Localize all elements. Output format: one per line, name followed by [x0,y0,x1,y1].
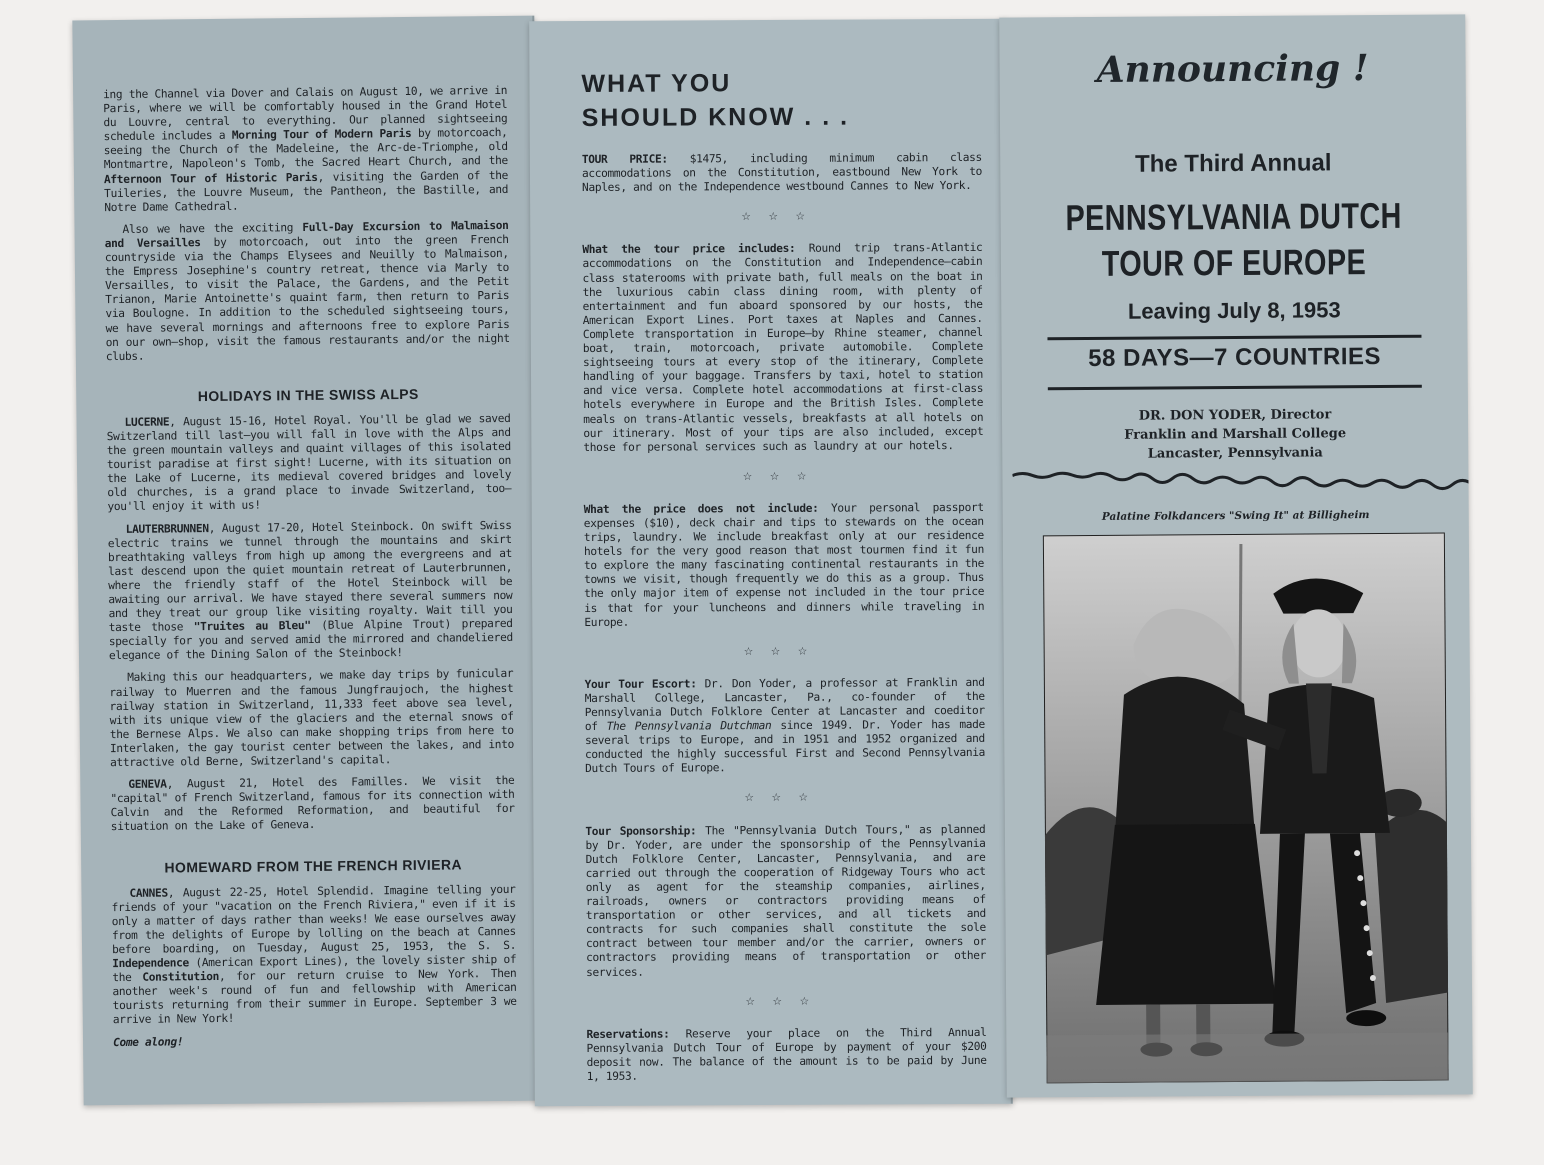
photo-caption: Palatine Folkdancers "Swing It" at Billigheim [1101,509,1370,523]
stars-divider: ☆☆☆ [743,640,826,659]
middle-panel-text [582,151,987,1084]
college-name: Franklin and Marshall College [1124,426,1347,443]
announcing-heading: Announcing ! [1096,47,1369,91]
what-you-should-know-title [581,66,849,135]
departure-date: Leaving July 8, 1953 [1127,297,1341,324]
middle-panel [529,19,1013,1106]
left-panel-text [103,84,517,1058]
days-countries: 58 DAYS—7 COUNTRIES [1088,342,1382,373]
third-annual: The Third Annual [1134,149,1332,178]
lucerne-paragraph: LUCERNE, August 15-16, Hotel Royal. You'll be glad we saved Switzerland till last—you will fall in love with the Alps and the green mountain valleys and quaint villages of this isolated tourist paradise at first sight! Lucerne, with its situation on the Lake of Lucerne, its medieval covered bridges and lovely old churches, is a grand place to invade Switzerland, too—you'll enjoy it with us! [106,411,512,514]
come-along: Come along! [112,1034,184,1049]
stars-divider: ☆☆☆ [744,787,826,806]
wavy-divider [1012,462,1472,495]
title-line-1: WHAT YOU [581,69,732,98]
director-name: DR. DON YODER, Director [1138,407,1332,424]
title-line-2: SHOULD KNOW . . . [581,102,850,132]
includes-paragraph: What the tour price includes: Round trip trans-Atlantic accommodations on the Constitution and Independence—cabin class staterooms with private bath, full meals on the boat in the luxurious cabin class dining room, with plenty of entertainment and fun aboard sponsored by our hosts, the American Export Lines. Port taxes at Naples and Cannes. Complete transportation in Europe—by Rhine steamer, channel boat, train, motorcoach, private automobile. Complete sightseeing tours at every stop of the itinerary, Complete handling of your baggage. Transfers by taxi, hotel to station and vice versa. Complete hotel accommodations at first-class hotels everywhere in Europe and the British Isles. Complete meals on trans-Atlantic vessels, breakfasts at all hotels on our itinerary. Most of your tips are also included, except those for personal services such as laundry at our hotels. [582,241,984,454]
left-panel [72,16,545,1106]
college-location: Lancaster, Pennsylvania [1147,445,1323,462]
tour-title-line-1: PENNSYLVANIA DUTCH [1065,194,1402,239]
cover-panel [999,14,1473,1097]
tour-price-paragraph: TOUR PRICE: $1475, including minimum cabin class accommodations on the Constitution, eastbound New York to Naples, and on the Independence westbound Cannes to New York. [581,150,982,195]
swiss-heading: HOLIDAYS IN THE SWISS ALPS [197,385,419,404]
stars-divider: ☆☆☆ [741,206,823,225]
folkdancers-photo [1043,533,1449,1084]
jungfrau-paragraph: Making this our headquarters, we make day trips by funicular railway to Muerren and the famous Jungfraujoch, the highest railway station in Switzerland, 11,333 feet above sea level, with its unique view of the glaciers and the eternal snows of the Bernese Alps. We also can make shopping trips from here to Interlaken, the gay tourist center between the lakes, and into attractive old Berne, Switzerland's capital. [109,667,515,770]
rule-top [1047,335,1421,341]
stars-divider: ☆☆☆ [742,465,825,484]
tour-title-line-2: TOUR OF EUROPE [1101,241,1367,284]
cannes-paragraph: CANNES, August 22-25, Hotel Splendid. Imagine telling your friends of your "vacation on the French Riviera," even if it is only a matter of days rather than weeks! We ease ourselves away from the delights of Europe by lolling on the beach at Cannes before boarding, on Tuesday, August 25, 1953, the S. S. Independence (American Export Lines), the lovely sister ship of the Constitution, for our return cruise to New York. Then another week's round of fun and fellowship with American tourists returning from their summer in Europe. September 3 we arrive in New York! [111,882,517,1027]
geneva-paragraph: GENEVA, August 21, Hotel des Familles. We visit the "capital" of French Switzerland, famous for its connection with Calvin and the Reformed Reformation, and beautiful for situation on the Lake of Geneva. [110,773,515,834]
director-block [1002,404,1468,464]
escort-paragraph: Your Tour Escort: Dr. Don Yoder, a professor at Franklin and Marshall College, Lancaster, Pa., co-founder of the Pennsylvania Dutch Folklore Center at Lancaster and coeditor of The Pennsylvania Dutchman since 1949. Dr. Yoder has made several trips to Europe, and in 1951 and 1952 organized and conducted the highly successful First and Second Pennsylvania Dutch Tours of Europe. [584,675,986,776]
tour-title [1047,193,1420,288]
reservations-paragraph: Reservations: Reserve your place on the Third Annual Pennsylvania Dutch Tour of Europe by payment of your $200 deposit now. The balance of the amount is to be paid by June 1, 1953. [586,1025,987,1083]
paris-paragraph: ing the Channel via Dover and Calais on August 10, we arrive in Paris, where we will be comfortably housed in the Grand Hotel du Louvre, central to everything. Our planned sightseeing schedule includes a Morning Tour of Modern Paris by motorcoach, seeing the Church of the Madeleine, the Arc-de-Triomphe, old Montmartre, Napoleon's Tomb, the Sacred Heart Church, and the Afternoon Tour of Historic Paris, visiting the Garden of the Tuileries, the Louvre Museum, the Pantheon, the Bastille, and Notre Dame Cathedral. [103,83,509,214]
riviera-heading: HOMEWARD FROM THE FRENCH RIVIERA [164,855,463,876]
sponsorship-paragraph: Tour Sponsorship: The "Pennsylvania Dutch Tours," as planned by Dr. Yoder, are under the sponsorship of the Pennsylvania Dutch Folklore Center, Lancaster, Pennsylvania, and are carried out through the cooperation of Ridgeway Tours who act only as agent for the steamship companies, airlines, railroads, owners or contractors providing means of transportation or other services, and all tickets and contracts for such companies shall constitute the sole contract between tour member and/or the carrier, owners or contractors providing means of transportation or other services. [585,822,987,979]
versailles-paragraph: Also we have the exciting Full-Day Excursion to Malmaison and Versailles by motorcoach, out into the green French countryside via the Champs Elysees and Neuilly to Malmaison, the Empress Josephine's country retreat, thence via Marly to Versailles, to visit the Palace, the Gardens, and the Petit Trianon, Marie Antoinette's quaint farm, then return to Paris via Boulogne. In addition to the scheduled sightseeing tours, we have several mornings and afternoons free to explore Paris on our own—shop, visit the famous restaurants and/or the night clubs. [104,218,510,363]
not-included-paragraph: What the price does not include: Your personal passport expenses ($10), deck chair and tips to stewards on the ocean trips, laundry. We include breakfast only at our residence hotels for the very good reason that most tourmen find it fun to explore the many fascinating continental restaurants in the towns we visit, though frequently we do this as a group. Thus the only major item of expense not included in the tour price is that for your luncheons and dinners while traveling in Europe. [583,500,985,629]
rule-bottom [1048,385,1422,391]
stars-divider: ☆☆☆ [745,990,827,1009]
lauterbrunnen-paragraph: LAUTERBRUNNEN, August 17-20, Hotel Steinbock. On swift Swiss electric trains we tunnel through the mountains and skirt breathtaking valleys from high up among the evergreens and at last descend upon the quiet mountain retreat of Lauterbrunnen, where the friendly staff of the Hotel Steinbock will be awaiting our arrival. We have stayed there several summers now and they treat our group like visiting royalty. Wait till you taste those "Truites au Bleu" (Blue Alpine Trout) prepared specially for you and served amid the mirrored and chandeliered elegance of the Dining Salon of the Steinbock! [107,518,513,663]
